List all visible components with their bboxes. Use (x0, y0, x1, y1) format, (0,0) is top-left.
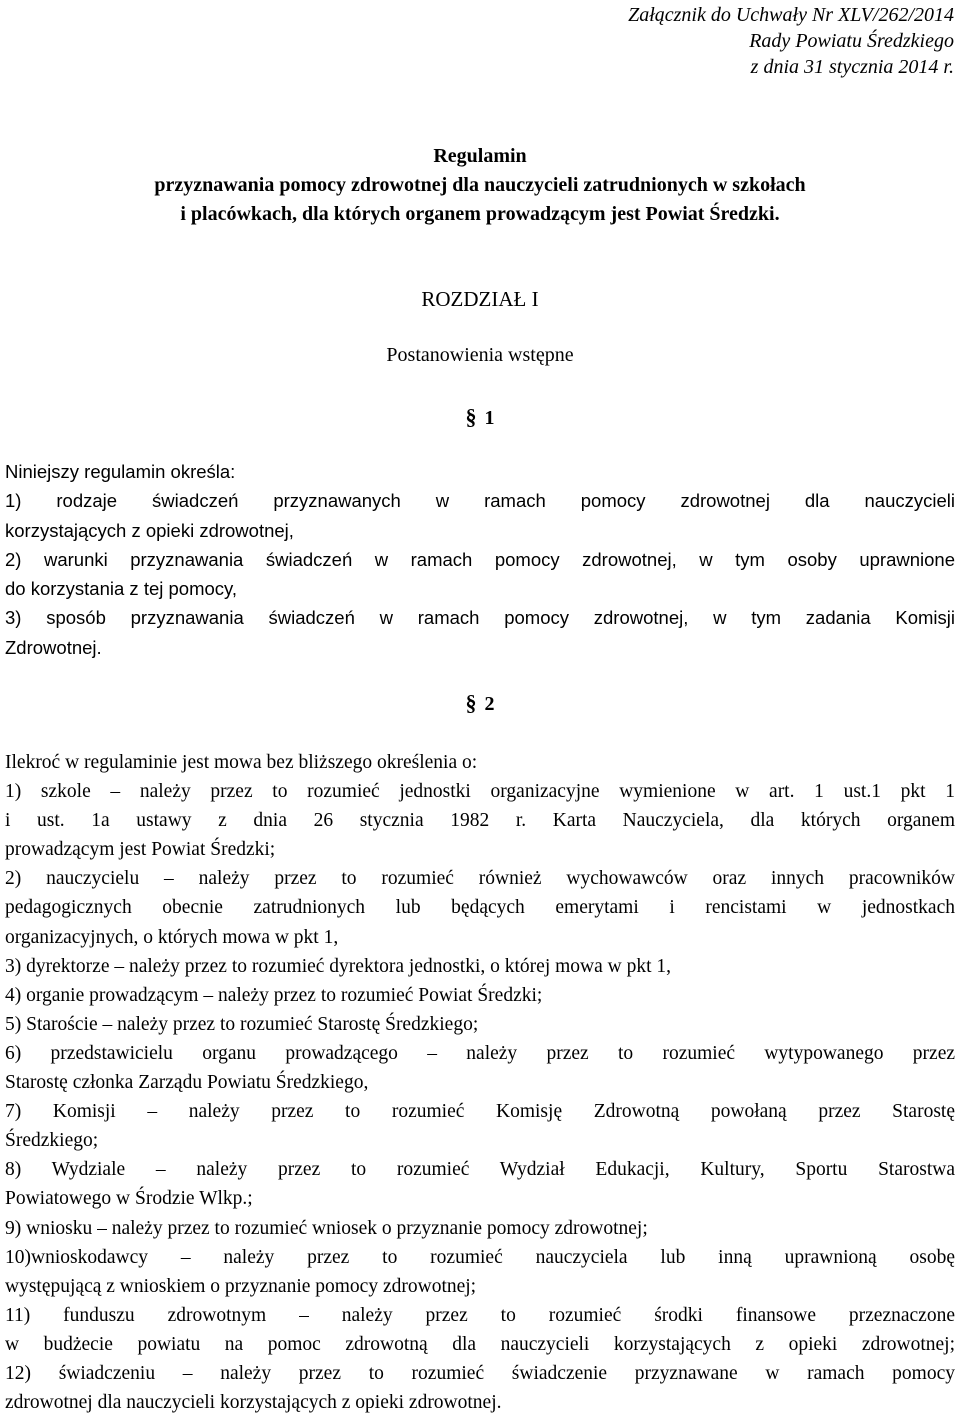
definition-line: 6) przedstawicielu organu prowadzącego – należy przez to rozumieć wytypowanego przez (5, 1042, 955, 1064)
section-1-heading (0, 404, 960, 430)
definition-line: Starostę członka Zarządu Powiatu Średzkiego, (5, 1072, 369, 1094)
section-number: 1 (484, 407, 495, 429)
annex-line-2: Rady Powiatu Średzkiego (749, 30, 954, 52)
section-1-item-3-line-1: 3) sposób przyznawania świadczeń w ramach pomocy zdrowotnej, w tym zadania Komisji (5, 607, 955, 629)
section-1-item-3-line-2: Zdrowotnej. (5, 636, 102, 658)
definition-line: Średzkiego; (5, 1130, 99, 1152)
definition-line: 4) organie prowadzącym – należy przez to rozumieć Powiat Średzki; (5, 984, 543, 1006)
section-sign: § (465, 404, 477, 429)
definition-line: w budżecie powiatu na pomoc zdrowotną dla nauczycieli korzystających z opieki zdrowotnej; (5, 1333, 955, 1355)
title-line-2: przyznawania pomocy zdrowotnej dla nauczycieli zatrudnionych w szkołach (154, 174, 806, 196)
definition-line: 10)wnioskodawcy – należy przez to rozumieć nauczyciela lub inną uprawnioną osobę (5, 1246, 955, 1268)
title-line-1: Regulamin (433, 145, 527, 167)
section-number: 2 (484, 693, 495, 715)
definition-line: prowadzącym jest Powiat Średzki; (5, 839, 276, 861)
definition-line: 9) wniosku – należy przez to rozumieć wniosek o przyznanie pomocy zdrowotnej; (5, 1217, 648, 1239)
definition-line: pedagogicznych obecnie zatrudnionych lub będących emerytami i rencistami w jednostkach (5, 897, 955, 919)
annex-line-3: z dnia 31 stycznia 2014 r. (750, 56, 954, 78)
definition-line: 5) Staroście – należy przez to rozumieć Starostę Średzkiego; (5, 1013, 479, 1035)
definition-line: organizacyjnych, o których mowa w pkt 1, (5, 926, 339, 948)
definition-line: 8) Wydziale – należy przez to rozumieć Wydział Edukacji, Kultury, Sportu Starostwa (5, 1159, 955, 1181)
chapter-title: Postanowienia wstępne (386, 344, 574, 366)
section-1-item-1-line-2: korzystających z opieki zdrowotnej, (5, 519, 294, 541)
annex-header (628, 2, 954, 80)
definition-line: 3) dyrektorze – należy przez to rozumieć dyrektora jednostki, o której mowa w pkt 1, (5, 955, 672, 977)
section-1-item-2-line-1: 2) warunki przyznawania świadczeń w ramach pomocy zdrowotnej, w tym osoby uprawnione (5, 548, 955, 570)
document-title (0, 142, 960, 229)
definition-line: występującą z wnioskiem o przyznanie pomocy zdrowotnej; (5, 1275, 477, 1297)
chapter-heading: ROZDZIAŁ I (421, 287, 539, 311)
definition-line: i ust. 1a ustawy z dnia 26 stycznia 1982 r. Karta Nauczyciela, dla których organem (5, 810, 955, 832)
section-1-item-1-line-1: 1) rodzaje świadczeń przyznawanych w ramach pomocy zdrowotnej dla nauczycieli (5, 490, 955, 512)
annex-line-1: Załącznik do Uchwały Nr XLV/262/2014 (628, 4, 954, 26)
section-1-intro: Niniejszy regulamin określa: (5, 461, 236, 482)
definition-line: zdrowotnej dla nauczycieli korzystających z opieki zdrowotnej. (5, 1392, 502, 1414)
definition-line: Powiatowego w Środzie Wlkp.; (5, 1188, 253, 1210)
definition-line: 7) Komisji – należy przez to rozumieć Komisję Zdrowotną powołaną przez Starostę (5, 1101, 955, 1123)
section-2-body (5, 748, 955, 1417)
section-1-body (5, 457, 955, 662)
definition-line: 11) funduszu zdrowotnym – należy przez to rozumieć środki finansowe przeznaczone (5, 1304, 955, 1326)
definition-line: 2) nauczycielu – należy przez to rozumieć również wychowawców oraz innych pracowników (5, 868, 955, 890)
section-2-heading (0, 690, 960, 716)
section-2-intro: Ilekroć w regulaminie jest mowa bez bliższego określenia o: (5, 752, 478, 773)
section-1-item-2-line-2: do korzystania z tej pomocy, (5, 578, 238, 600)
title-line-3: i placówkach, dla których organem prowadzącym jest Powiat Średzki. (180, 203, 780, 225)
definition-line: 1) szkole – należy przez to rozumieć jednostki organizacyjne wymienione w art. 1 ust.1 pkt 1 (5, 781, 955, 803)
definition-line: 12) świadczeniu – należy przez to rozumieć świadczenie przyznawane w ramach pomocy (5, 1362, 955, 1384)
section-sign: § (465, 690, 477, 715)
